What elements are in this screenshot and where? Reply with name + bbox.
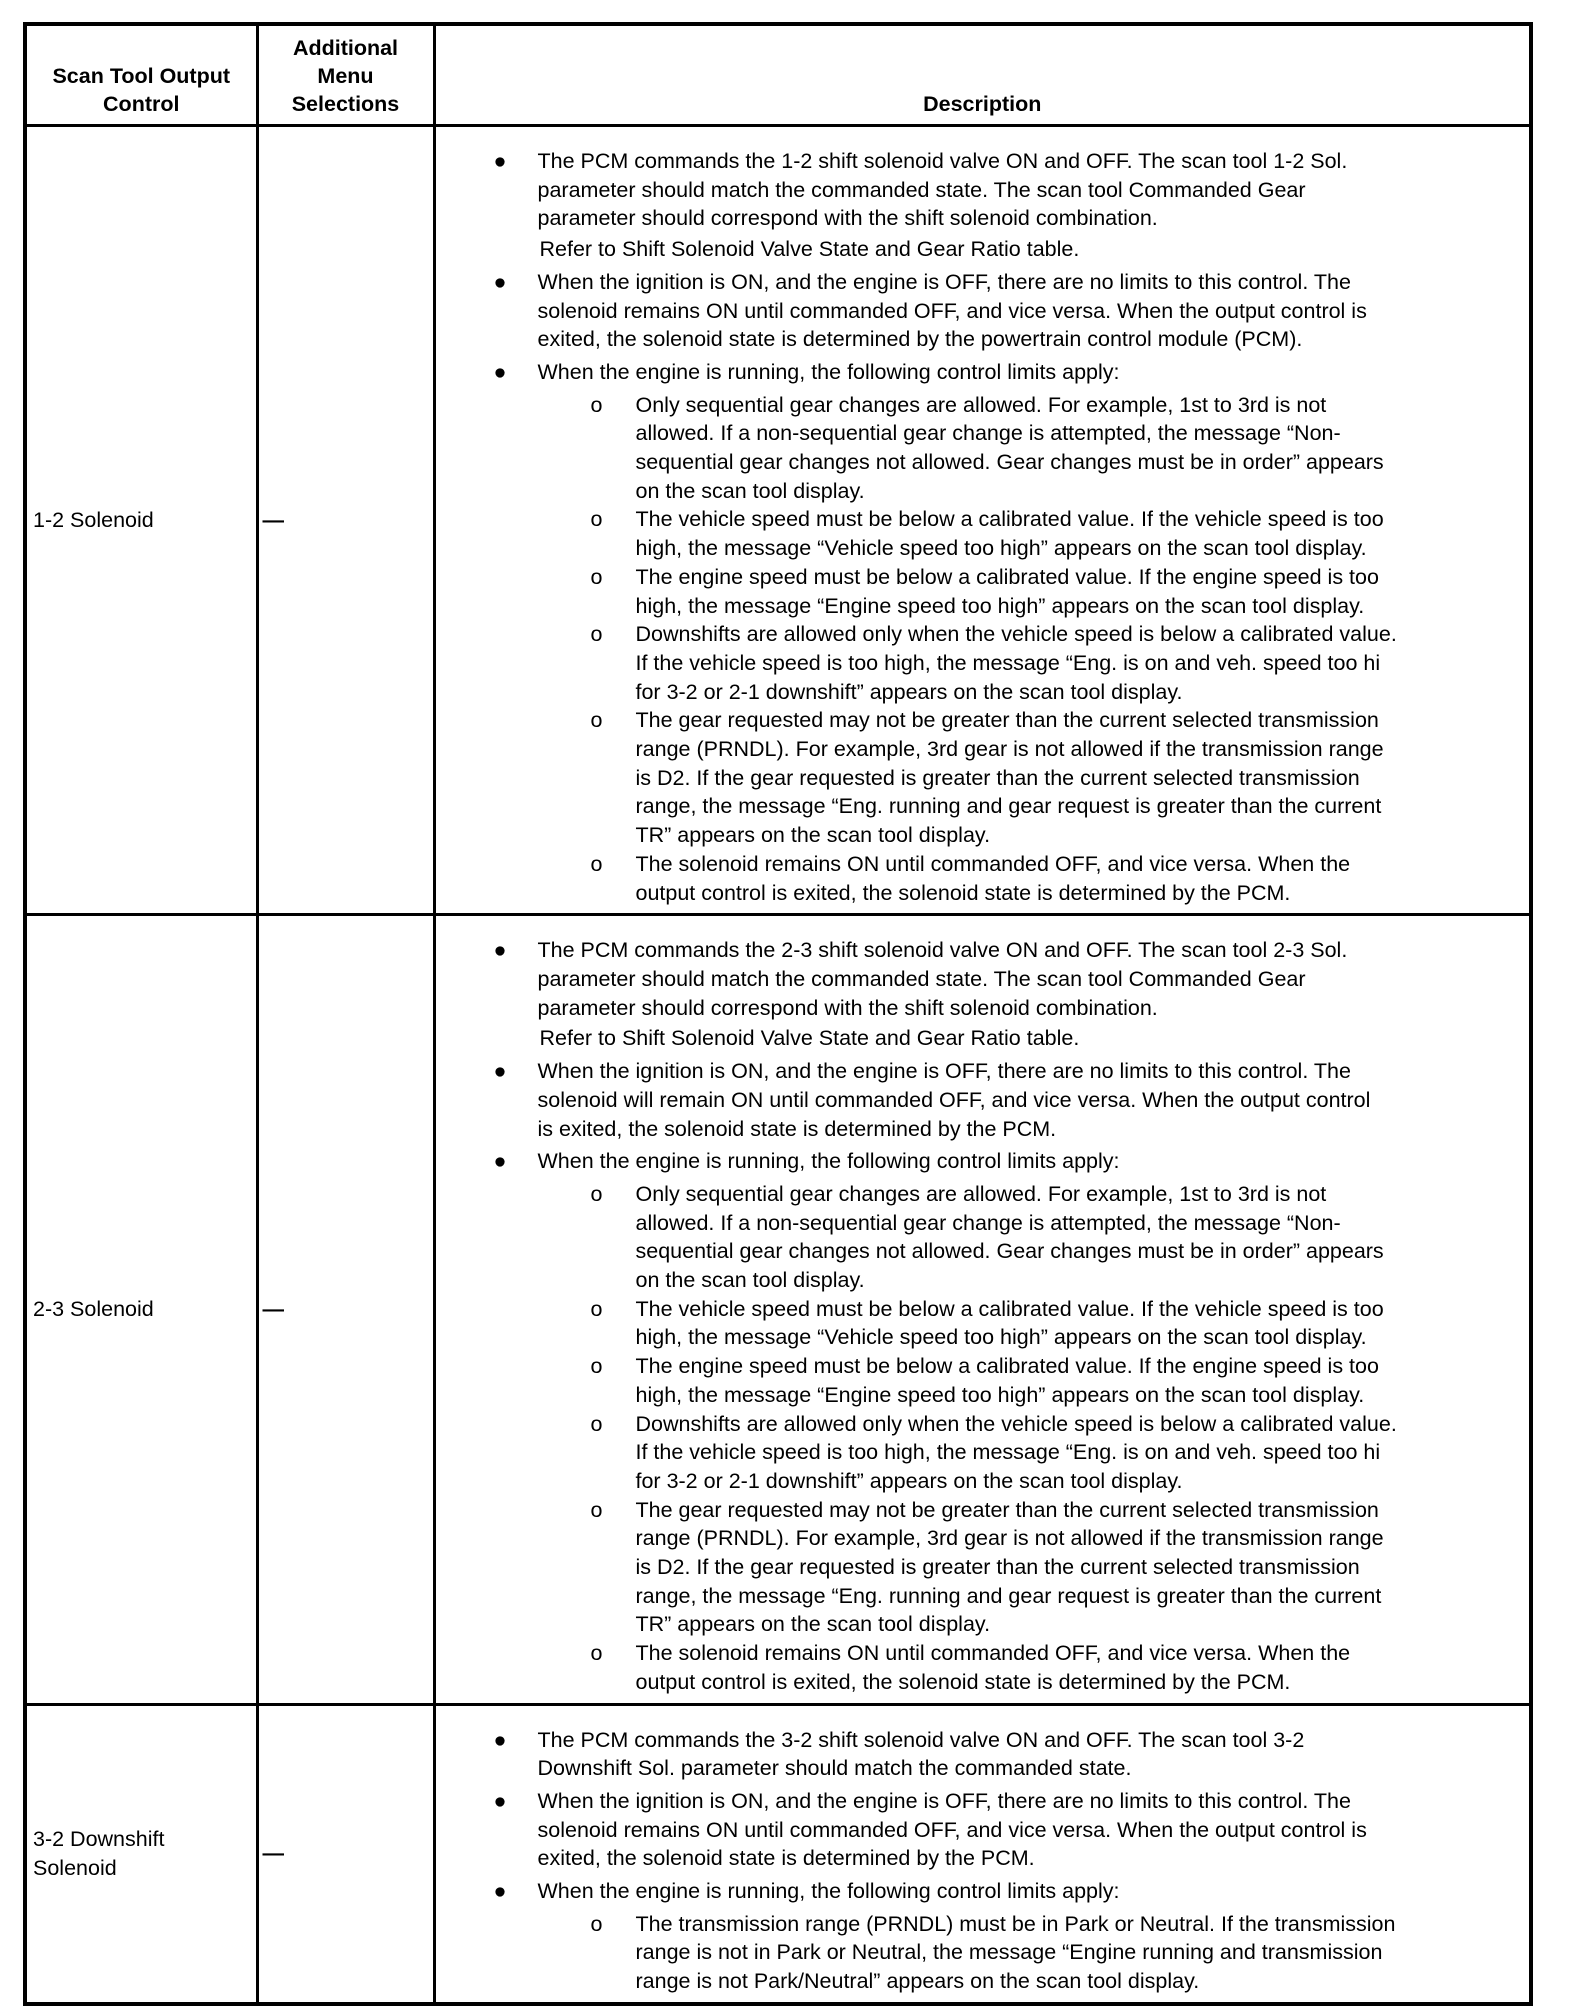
sub-bullet-text-line: output control is exited, the solenoid state is determined by the PCM. — [635, 880, 1291, 905]
description-bullet — [436, 1147, 1526, 1176]
circle-bullet-icon: o — [590, 1181, 603, 1206]
circle-bullet-icon: o — [590, 1411, 603, 1436]
sub-bullet-text-line: for 3-2 or 2-1 downshift” appears on the scan tool display. — [635, 679, 1183, 704]
sub-bullet-text-line: sequential gear changes not allowed. Gear changes must be in order” appears — [635, 1239, 1384, 1264]
sub-bullet-text-line: is D2. If the gear requested is greater than the current selected transmission — [635, 765, 1360, 790]
description-sub-bullet — [436, 563, 1526, 620]
header-text: Selections — [291, 92, 400, 116]
control-name: 2-3 Solenoid — [33, 1297, 154, 1322]
bullet-note: Refer to Shift Solenoid Valve State and Gear Ratio table. — [539, 1026, 1080, 1051]
description-bullet — [436, 1877, 1526, 1906]
header-scan-tool-output-control — [25, 24, 257, 126]
sub-bullet-text-line: range (PRNDL). For example, 3rd gear is not allowed if the transmission range — [635, 737, 1384, 762]
bullet-text-line: is exited, the solenoid state is determined by the PCM. — [537, 1116, 1057, 1141]
control-name: Solenoid — [33, 1855, 117, 1880]
bullet-note: Refer to Shift Solenoid Valve State and Gear Ratio table. — [539, 237, 1080, 262]
sub-bullet-text-line: allowed. If a non-sequential gear change is attempted, the message “Non- — [635, 421, 1341, 446]
description-sub-bullet — [436, 620, 1526, 706]
description-cell — [434, 1704, 1531, 2004]
control-name-cell — [25, 126, 257, 915]
sub-bullet-text-line: output control is exited, the solenoid state is determined by the PCM. — [635, 1669, 1291, 1694]
control-name-cell — [25, 915, 257, 1704]
bullet-text-line: When the engine is running, the following control limits apply: — [537, 1879, 1120, 1904]
output-control-table — [23, 22, 1533, 2006]
sub-bullet-text-line: The gear requested may not be greater than the current selected transmission — [635, 1497, 1379, 1522]
bullet-text-line: solenoid remains ON until commanded OFF, and vice versa. When the output control is — [537, 298, 1367, 323]
sub-bullet-text-line: The transmission range (PRNDL) must be in Park or Neutral. If the transmission — [635, 1911, 1396, 1936]
description-sub-bullet — [436, 1639, 1526, 1696]
circle-bullet-icon: o — [590, 1641, 603, 1666]
sub-bullet-text-line: range is not Park/Neutral” appears on the scan tool display. — [635, 1969, 1200, 1994]
bullet-text-line: exited, the solenoid state is determined by the PCM. — [537, 1846, 1035, 1871]
control-name: 1-2 Solenoid — [33, 507, 154, 532]
header-description: Description — [434, 24, 1531, 126]
sub-bullet-text-line: on the scan tool display. — [635, 478, 865, 503]
description-sub-bullet — [436, 850, 1526, 907]
menu-selection-cell — [257, 1704, 434, 2004]
bullet-text-line: exited, the solenoid state is determined by the powertrain control module (PCM). — [537, 327, 1303, 352]
table-row — [25, 126, 1531, 915]
description-bullet — [436, 358, 1526, 387]
sub-bullet-text-line: Downshifts are allowed only when the vehicle speed is below a calibrated value. — [635, 1411, 1397, 1436]
description-sub-bullet — [436, 1295, 1526, 1352]
header-row — [25, 24, 1531, 126]
bullet-icon: ● — [493, 359, 507, 384]
bullet-icon: ● — [493, 149, 507, 173]
bullet-text-line: When the engine is running, the following control limits apply: — [537, 1149, 1120, 1174]
sub-bullet-text-line: The solenoid remains ON until commanded OFF, and vice versa. When the — [635, 851, 1351, 876]
description-cell — [434, 915, 1531, 1704]
sub-bullet-text-line: sequential gear changes not allowed. Gear changes must be in order” appears — [635, 450, 1384, 475]
circle-bullet-icon: o — [590, 851, 603, 876]
menu-selection-dash: — — [262, 507, 284, 532]
circle-bullet-icon: o — [590, 1497, 603, 1522]
sub-bullet-text-line: The gear requested may not be greater than the current selected transmission — [635, 708, 1379, 733]
sub-bullet-text-line: allowed. If a non-sequential gear change is attempted, the message “Non- — [635, 1210, 1341, 1235]
sub-bullet-text-line: high, the message “Vehicle speed too high” appears on the scan tool display. — [635, 536, 1367, 561]
header-text: Scan Tool Output — [52, 64, 231, 88]
circle-bullet-icon: o — [590, 1911, 603, 1936]
circle-bullet-icon: o — [590, 622, 603, 647]
bullet-text-line: parameter should match the commanded state. The scan tool Commanded Gear — [537, 177, 1306, 202]
bullet-icon: ● — [493, 269, 507, 294]
sub-bullet-text-line: range is not in Park or Neutral, the message “Engine running and transmission — [635, 1940, 1383, 1965]
sub-bullet-text-line: for 3-2 or 2-1 downshift” appears on the scan tool display. — [635, 1468, 1183, 1493]
bullet-text-line: parameter should correspond with the shift solenoid combination. — [537, 206, 1158, 231]
description-bullet — [436, 1726, 1526, 1783]
table-row — [25, 1704, 1531, 2004]
bullet-icon: ● — [493, 1727, 507, 1752]
description-bullet — [436, 936, 1526, 1053]
sub-bullet-text-line: The vehicle speed must be below a calibrated value. If the vehicle speed is too — [635, 507, 1384, 532]
bullet-text-line: The PCM commands the 2-3 shift solenoid valve ON and OFF. The scan tool 2-3 Sol. — [537, 938, 1348, 963]
sub-bullet-text-line: range, the message “Eng. running and gear request is greater than the current — [635, 794, 1382, 819]
sub-bullet-text-line: Only sequential gear changes are allowed. For example, 1st to 3rd is not — [635, 1181, 1327, 1206]
bullet-icon: ● — [493, 1788, 507, 1813]
control-name: 3-2 Downshift — [33, 1827, 165, 1852]
bullet-text-line: parameter should correspond with the shift solenoid combination. — [537, 995, 1158, 1020]
description-bullet — [436, 1057, 1526, 1143]
circle-bullet-icon: o — [590, 507, 603, 532]
sub-bullet-text-line: high, the message “Engine speed too high” appears on the scan tool display. — [635, 1382, 1365, 1407]
header-additional-menu-selections — [257, 24, 434, 126]
bullet-text-line: Downshift Sol. parameter should match the commanded state. — [537, 1756, 1132, 1781]
description-sub-bullet — [436, 505, 1526, 562]
menu-selection-dash: — — [262, 1841, 284, 1866]
description-bullet — [436, 147, 1526, 264]
menu-selection-dash: — — [262, 1297, 284, 1322]
description-sub-bullet — [436, 391, 1526, 506]
description-sub-bullet — [436, 1352, 1526, 1409]
header-text: Control — [103, 92, 180, 116]
description-sub-bullet — [436, 706, 1526, 850]
sub-bullet-text-line: The engine speed must be below a calibrated value. If the engine speed is too — [635, 1354, 1379, 1379]
bullet-text-line: When the ignition is ON, and the engine is OFF, there are no limits to this control. The — [537, 269, 1351, 294]
sub-bullet-text-line: TR” appears on the scan tool display. — [635, 823, 991, 848]
bullet-text-line: solenoid remains ON until commanded OFF, and vice versa. When the output control is — [537, 1817, 1367, 1842]
sub-bullet-text-line: The vehicle speed must be below a calibrated value. If the vehicle speed is too — [635, 1296, 1384, 1321]
bullet-text-line: The PCM commands the 1-2 shift solenoid valve ON and OFF. The scan tool 1-2 Sol. — [537, 149, 1348, 173]
bullet-text-line: When the engine is running, the following control limits apply: — [537, 359, 1120, 384]
description-sub-bullet — [436, 1410, 1526, 1496]
circle-bullet-icon: o — [590, 392, 603, 417]
bullet-icon: ● — [493, 1149, 507, 1174]
sub-bullet-text-line: If the vehicle speed is too high, the message “Eng. is on and veh. speed too hi — [635, 1440, 1381, 1465]
description-sub-bullet — [436, 1910, 1526, 1996]
sub-bullet-text-line: high, the message “Engine speed too high” appears on the scan tool display. — [635, 593, 1365, 618]
header-text: Additional — [292, 36, 399, 60]
sub-bullet-text-line: high, the message “Vehicle speed too high” appears on the scan tool display. — [635, 1325, 1367, 1350]
sub-bullet-text-line: is D2. If the gear requested is greater than the current selected transmission — [635, 1555, 1360, 1580]
bullet-icon: ● — [493, 938, 507, 963]
sub-bullet-text-line: on the scan tool display. — [635, 1268, 865, 1293]
header-text: Menu — [317, 64, 374, 88]
sub-bullet-text-line: range (PRNDL). For example, 3rd gear is not allowed if the transmission range — [635, 1526, 1384, 1551]
circle-bullet-icon: o — [590, 708, 603, 733]
bullet-text-line: solenoid will remain ON until commanded OFF, and vice versa. When the output control — [537, 1087, 1371, 1112]
description-sub-bullet — [436, 1180, 1526, 1295]
sub-bullet-text-line: TR” appears on the scan tool display. — [635, 1612, 991, 1637]
description-bullet — [436, 1787, 1526, 1873]
menu-selection-cell — [257, 915, 434, 1704]
bullet-icon: ● — [493, 1059, 507, 1084]
sub-bullet-text-line: The solenoid remains ON until commanded OFF, and vice versa. When the — [635, 1641, 1351, 1666]
bullet-text-line: The PCM commands the 3-2 shift solenoid valve ON and OFF. The scan tool 3-2 — [537, 1727, 1305, 1752]
table-row — [25, 915, 1531, 1704]
sub-bullet-text-line: If the vehicle speed is too high, the message “Eng. is on and veh. speed too hi — [635, 650, 1381, 675]
sub-bullet-text-line: Only sequential gear changes are allowed. For example, 1st to 3rd is not — [635, 392, 1327, 417]
circle-bullet-icon: o — [590, 1354, 603, 1379]
description-sub-bullet — [436, 1496, 1526, 1640]
circle-bullet-icon: o — [590, 1296, 603, 1321]
bullet-text-line: parameter should match the commanded state. The scan tool Commanded Gear — [537, 966, 1306, 991]
sub-bullet-text-line: The engine speed must be below a calibrated value. If the engine speed is too — [635, 564, 1379, 589]
sub-bullet-text-line: Downshifts are allowed only when the vehicle speed is below a calibrated value. — [635, 622, 1397, 647]
circle-bullet-icon: o — [590, 564, 603, 589]
sub-bullet-text-line: range, the message “Eng. running and gear request is greater than the current — [635, 1583, 1382, 1608]
description-cell — [434, 126, 1531, 915]
bullet-text-line: When the ignition is ON, and the engine is OFF, there are no limits to this control. The — [537, 1788, 1351, 1813]
description-bullet — [436, 268, 1526, 354]
menu-selection-cell — [257, 126, 434, 915]
bullet-text-line: When the ignition is ON, and the engine is OFF, there are no limits to this control. The — [537, 1059, 1351, 1084]
control-name-cell — [25, 1704, 257, 2004]
bullet-icon: ● — [493, 1879, 507, 1904]
